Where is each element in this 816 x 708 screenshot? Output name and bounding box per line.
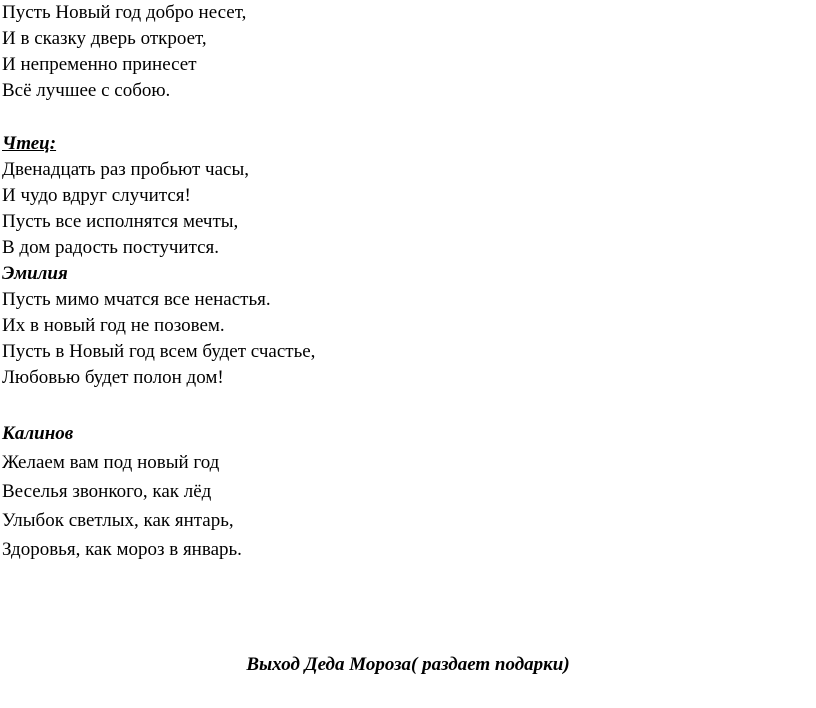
- poem-line: Всё лучшее с собою.: [2, 80, 171, 101]
- poem-line: Желаем вам под новый год: [2, 452, 220, 473]
- poem-line: Улыбок светлых, как янтарь,: [2, 510, 234, 531]
- speaker-label: Эмилия: [2, 263, 68, 284]
- poem-line: Пусть мимо мчатся все ненастья.: [2, 289, 271, 310]
- speaker-label: Чтец:: [2, 133, 57, 154]
- stage-direction: Выход Деда Мороза( раздает подарки): [246, 654, 570, 675]
- poem-line: И в сказку дверь откроет,: [2, 28, 207, 49]
- poem-line: В дом радость постучится.: [2, 237, 220, 258]
- stanza-3: [2, 261, 315, 391]
- poem-line: Здоровья, как мороз в январь.: [2, 539, 242, 560]
- stanza-1: [2, 0, 246, 104]
- speaker-label: Калинов: [2, 423, 74, 444]
- poem-line: И чудо вдруг случится!: [2, 185, 191, 206]
- poem-line: Веселья звонкого, как лёд: [2, 481, 212, 502]
- poem-line: И непременно принесет: [2, 54, 197, 75]
- poem-line: Пусть в Новый год всем будет счастье,: [2, 341, 316, 362]
- poem-line: Их в новый год не позовем.: [2, 315, 225, 336]
- poem-line: Двенадцать раз пробьют часы,: [2, 159, 249, 180]
- poem-line: Любовью будет полон дом!: [2, 367, 224, 388]
- stanza-4: [2, 419, 242, 564]
- poem-line: Пусть все исполнятся мечты,: [2, 211, 239, 232]
- poem-line: Пусть Новый год добро несет,: [2, 2, 247, 23]
- stanza-2: [2, 131, 249, 261]
